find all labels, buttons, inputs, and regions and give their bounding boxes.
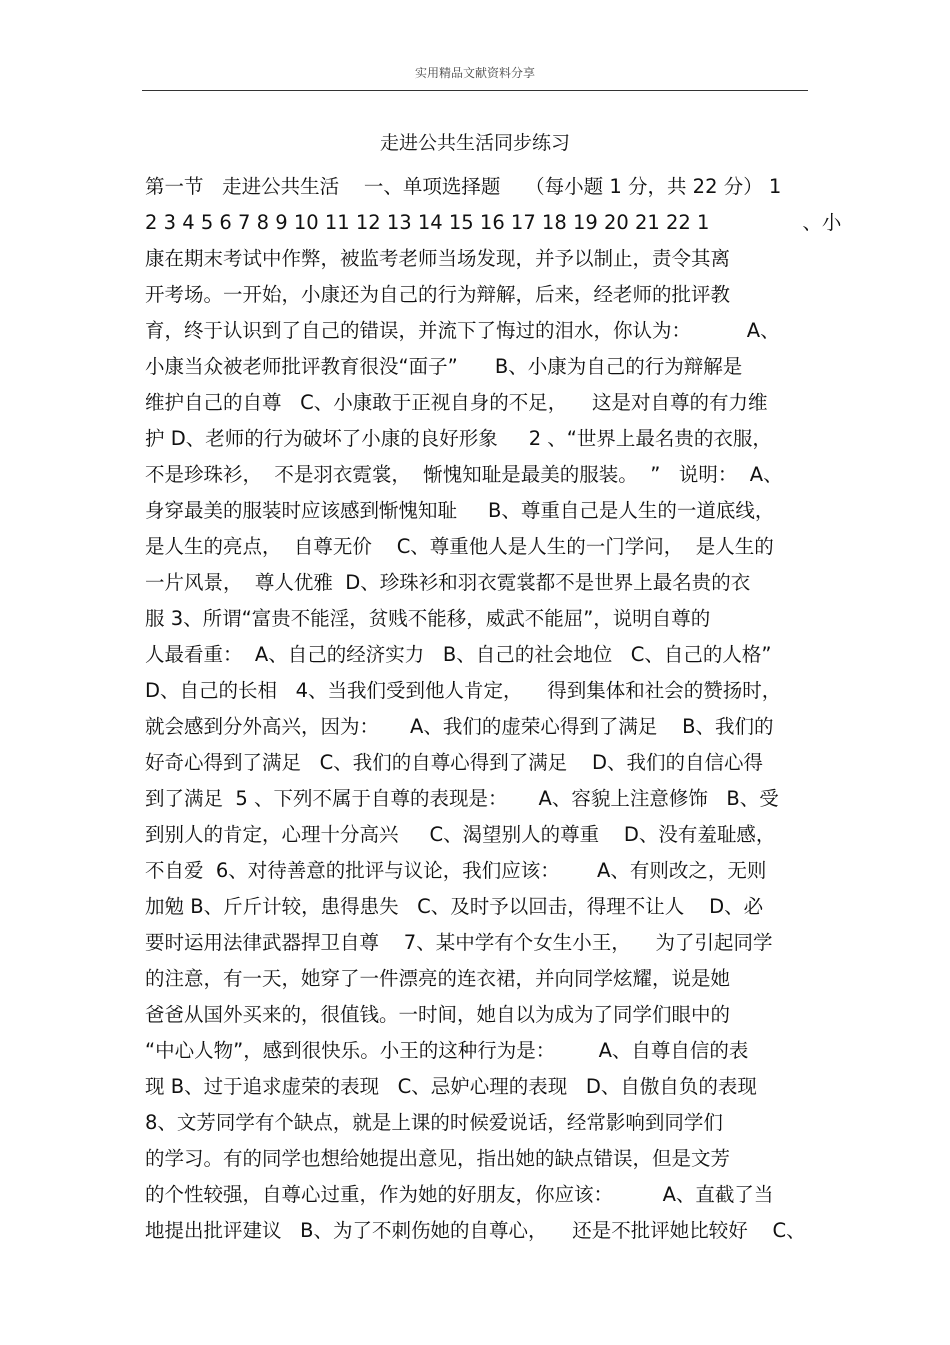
text-line: 一片风景， 尊人优雅 D、珍珠衫和羽衣霓裳都不是世界上最名贵的衣 [145,571,751,594]
text-line: 人最看重： A、自己的经济实力 B、自己的社会地位 C、自己的人格” [145,643,772,666]
text-line: 身穿最美的服装时应该感到惭愧知耻 B、尊重自己是人生的一道底线， [145,499,775,522]
header-rule [142,90,808,91]
text-line: 加勉 B、斤斤计较，患得患失 C、及时予以回击，得理不让人 D、必 [145,895,764,918]
text-line: 康在期末考试中作弊，被监考老师当场发现，并予以制止，责令其离 [145,247,731,270]
text-line: 爸爸从国外买来的，很值钱。一时间，她自以为成为了同学们眼中的 [145,1003,731,1026]
text-line: 护 D、老师的行为破坏了小康的良好形象 2 、“世界上最名贵的衣服， [145,427,772,450]
text-line: 小康当众被老师批评教育很没“面子” B、小康为自己的行为辩解是 [145,355,743,378]
text-line: 的注意，有一天，她穿了一件漂亮的连衣裙，并向同学炫耀，说是她 [145,967,731,990]
text-line: 2 3 4 5 6 7 8 9 10 11 12 13 14 15 16 17 18 19 20 21 22 1 、小 [145,211,842,234]
text-line: 的学习。有的同学也想给她提出意见，指出她的缺点错误，但是文芳 [145,1147,731,1170]
text-line: 地提出批评建议 B、为了不刺伤她的自尊心， 还是不批评她比较好 C、 [145,1219,806,1242]
text-line: 现 B、过于追求虚荣的表现 C、忌妒心理的表现 D、自傲自负的表现 [145,1075,757,1098]
text-line: 8、文芳同学有个缺点，就是上课的时候爱说话，经常影响到同学们 [145,1111,723,1134]
page-header: 实用精品文献资料分享 [414,66,535,80]
text-line: 维护自己的自尊 C、小康敢于正视自身的不足， 这是对自尊的有力维 [145,391,768,414]
document-title: 走进公共生活同步练习 [379,132,570,154]
text-line: 好奇心得到了满足 C、我们的自尊心得到了满足 D、我们的自信心得 [145,751,764,774]
text-line: 的个性较强，自尊心过重，作为她的好朋友，你应该： A、直截了当 [145,1183,774,1206]
document-body [145,172,842,1252]
text-line: 就会感到分外高兴，因为： A、我们的虚荣心得到了满足 B、我们的 [145,715,774,738]
text-line: 要时运用法律武器捍卫自尊 7、某中学有个女生小王， 为了引起同学 [145,931,773,954]
text-line: 开考场。一开始，小康还为自己的行为辩解，后来，经老师的批评教 [145,283,731,306]
text-line: 不是珍珠衫， 不是羽衣霓裳， 惭愧知耻是最美的服装。 ” 说明： A、 [145,463,783,486]
text-line: “中心人物”，感到很快乐。小王的这种行为是： A、自尊自信的表 [145,1039,749,1062]
text-line: 育，终于认识到了自己的错误，并流下了悔过的泪水，你认为： A、 [145,319,780,342]
text-line: 到了满足 5 、下列不属于自尊的表现是： A、容貌上注意修饰 B、受 [145,787,779,810]
text-line: 到别人的肯定，心理十分高兴 C、渴望别人的尊重 D、没有羞耻感， [145,823,776,846]
text-line: D、自己的长相 4、当我们受到他人肯定， 得到集体和社会的赞扬时， [145,679,782,702]
text-line: 服 3、所谓“富贵不能淫，贫贱不能移，威武不能屈”，说明自尊的 [145,607,711,630]
text-line: 不自爱 6、对待善意的批评与议论，我们应该： A、有则改之，无则 [145,859,767,882]
text-line: 是人生的亮点， 自尊无价 C、尊重他人是人生的一门学问， 是人生的 [145,535,774,558]
text-line: 第一节 走进公共生活 一、单项选择题 （每小题 1 分，共 22 分） 1 [145,175,782,198]
